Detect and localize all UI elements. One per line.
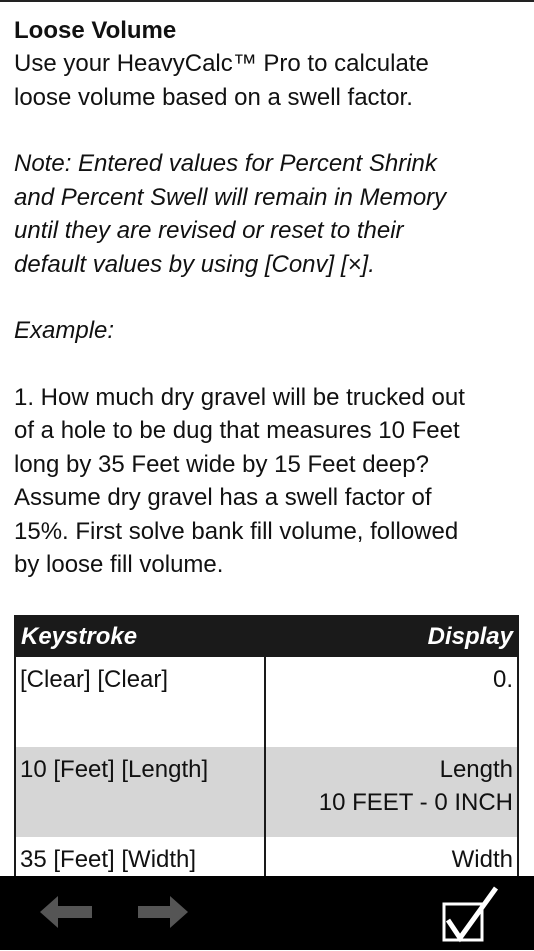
intro-line: Use your HeavyCalc™ Pro to calculate (14, 50, 429, 77)
question-line: 1. How much dry gravel will be trucked out (14, 383, 465, 411)
intro-line: loose volume based on a swell factor. (14, 83, 413, 111)
note-text (14, 147, 522, 281)
arrow-right-icon (136, 894, 192, 930)
note-line: default values by using [Conv] [×]. (14, 250, 375, 278)
back-button[interactable] (40, 894, 96, 935)
question-line: 15%. First solve bank fill volume, followed (14, 517, 459, 545)
forward-button[interactable] (136, 894, 192, 935)
table-row (16, 747, 517, 837)
bottom-nav-bar (0, 876, 534, 950)
note-line: Note: Entered values for Percent Shrink (14, 150, 437, 177)
keystroke-cell: [Clear] [Clear] (16, 657, 266, 747)
help-content (14, 14, 522, 582)
display-line: 0. (492, 666, 513, 693)
arrow-left-icon (40, 894, 96, 930)
note-line: until they are revised or reset to their (14, 217, 404, 244)
section-title: Loose Volume (14, 17, 177, 44)
table-row (16, 657, 517, 747)
display-line: Width (451, 846, 513, 873)
checkbox-check-icon (440, 884, 502, 946)
keystroke-column-header: Keystroke (21, 623, 138, 650)
question-line: long by 35 Feet wide by 15 Feet deep? (14, 450, 429, 478)
note-line: and Percent Swell will remain in Memory (14, 183, 447, 211)
example-label: Example: (14, 317, 115, 344)
display-column-header: Display (427, 623, 513, 650)
example-question (14, 381, 522, 582)
question-line: by loose fill volume. (14, 551, 224, 578)
keystroke-cell: 35 [Feet] [Width] (16, 837, 266, 927)
display-cell (266, 657, 517, 747)
display-cell (266, 747, 517, 837)
done-button[interactable] (440, 884, 502, 951)
intro-text (14, 47, 522, 114)
display-line: Length (439, 756, 513, 783)
display-line: 10 FEET - 0 INCH (318, 789, 513, 816)
top-divider (0, 0, 534, 2)
keystroke-cell: 10 [Feet] [Length] (16, 747, 266, 837)
question-line: Assume dry gravel has a swell factor of (14, 484, 432, 511)
table-header (16, 617, 517, 657)
question-line: of a hole to be dug that measures 10 Feet (14, 417, 460, 444)
